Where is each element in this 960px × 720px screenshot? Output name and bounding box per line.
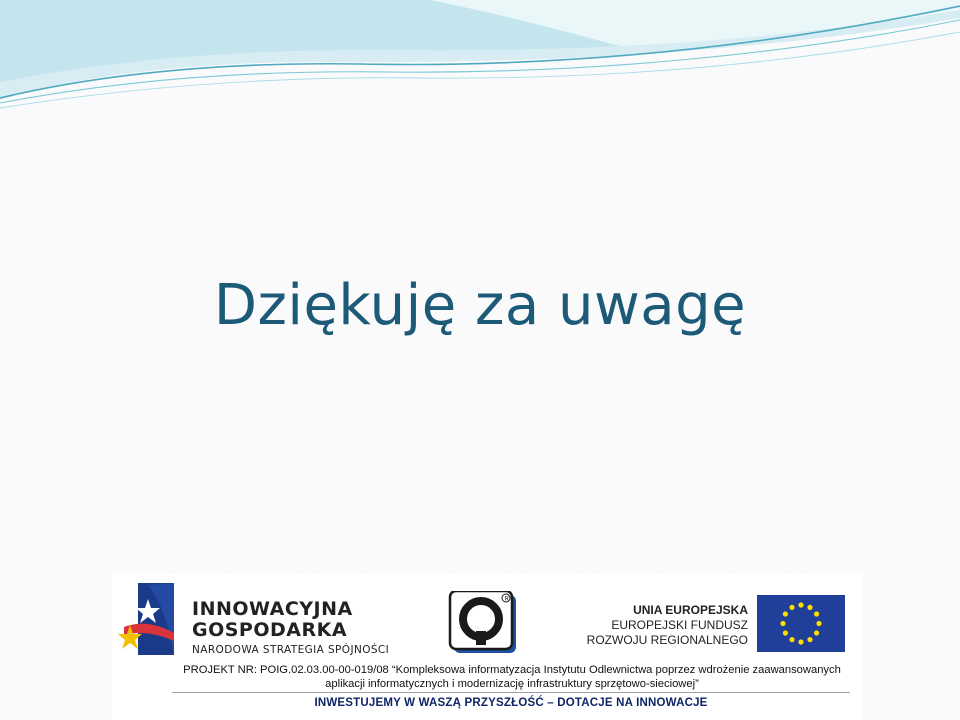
slide-title: Dziękuję za uwagę	[213, 273, 747, 338]
eu-line: EUROPEJSKI FUNDUSZ	[611, 618, 748, 632]
slogan: INWESTUJEMY W WASZĄ PRZYSZŁOŚĆ – DOTACJE NA INNOWACJE	[314, 697, 708, 709]
logo-footer-panel	[112, 573, 862, 720]
svg-text:R: R	[504, 596, 509, 603]
eu-line: UNIA EUROPEJSKA	[633, 603, 748, 617]
logo-subline: NARODOWA STRATEGIA SPÓJNOŚCI	[192, 644, 390, 656]
project-description	[172, 664, 852, 691]
project-line: PROJEKT NR: POIG.02.03.00-00-019/08 “Kompleksowa informatyzacja Instytutu Odlewnictwa poprzez wdrożenie zaawansowanych	[183, 664, 841, 676]
project-line: aplikacji informatycznych i modernizację infrastruktury sprzętowo-sieciowej”	[325, 677, 699, 690]
innowacyjna-gospodarka-logo	[192, 599, 389, 657]
eu-line: ROZWOJU REGIONALNEGO	[586, 633, 748, 647]
header-wave-decoration	[0, 0, 960, 110]
logo-line: GOSPODARKA	[192, 619, 348, 641]
eu-flag-icon	[757, 595, 845, 652]
logo-line: INNOWACYJNA	[192, 598, 353, 620]
eu-fund-label	[582, 603, 748, 648]
institute-registered-logo-icon	[448, 591, 520, 655]
star-emblem-icon	[118, 579, 176, 657]
divider	[172, 692, 850, 693]
